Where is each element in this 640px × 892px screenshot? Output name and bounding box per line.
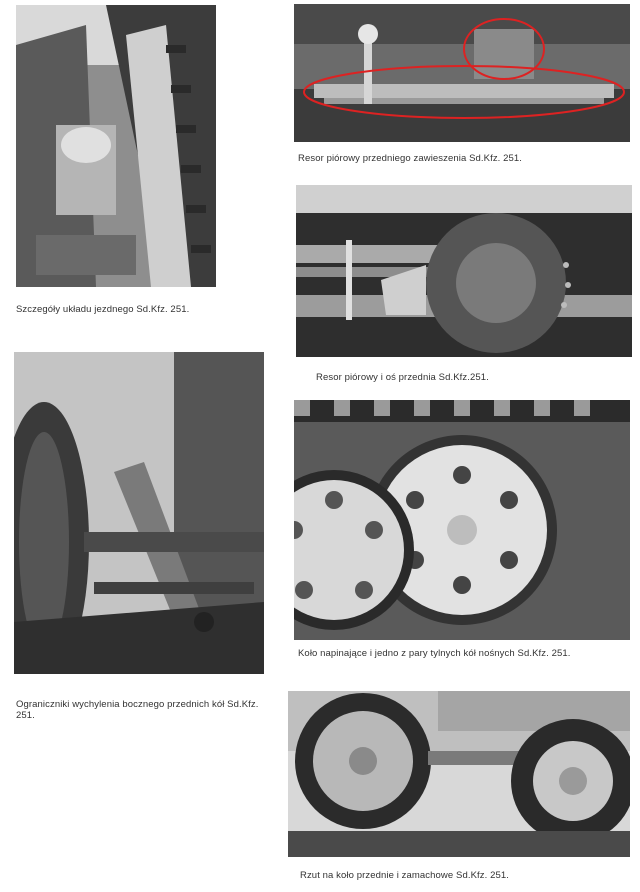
caption-running-gear: Szczegóły układu jezdnego Sd.Kfz. 251. xyxy=(16,304,190,315)
photo-front-leaf-spring xyxy=(294,4,630,142)
caption-spring-and-axle: Resor piórowy i oś przednia Sd.Kfz.251. xyxy=(316,372,489,383)
caption-idler-wheel: Koło napinające i jedno z pary tylnych kół nośnych Sd.Kfz. 251. xyxy=(298,648,571,659)
photo-running-gear xyxy=(16,5,216,287)
photo-idler-wheel xyxy=(294,400,630,640)
caption-front-leaf-spring: Resor piórowy przedniego zawieszenia Sd.Kfz. 251. xyxy=(298,153,523,164)
photo-front-and-sprocket-wheel xyxy=(288,691,630,857)
caption-tilt-limiters: Ograniczniki wychylenia bocznego przednich kół Sd.Kfz. 251. xyxy=(16,699,259,721)
caption-front-and-sprocket-wheel: Rzut na koło przednie i zamachowe Sd.Kfz. 251. xyxy=(300,870,509,881)
photo-spring-and-axle xyxy=(296,185,632,357)
photo-tilt-limiters xyxy=(14,352,264,674)
